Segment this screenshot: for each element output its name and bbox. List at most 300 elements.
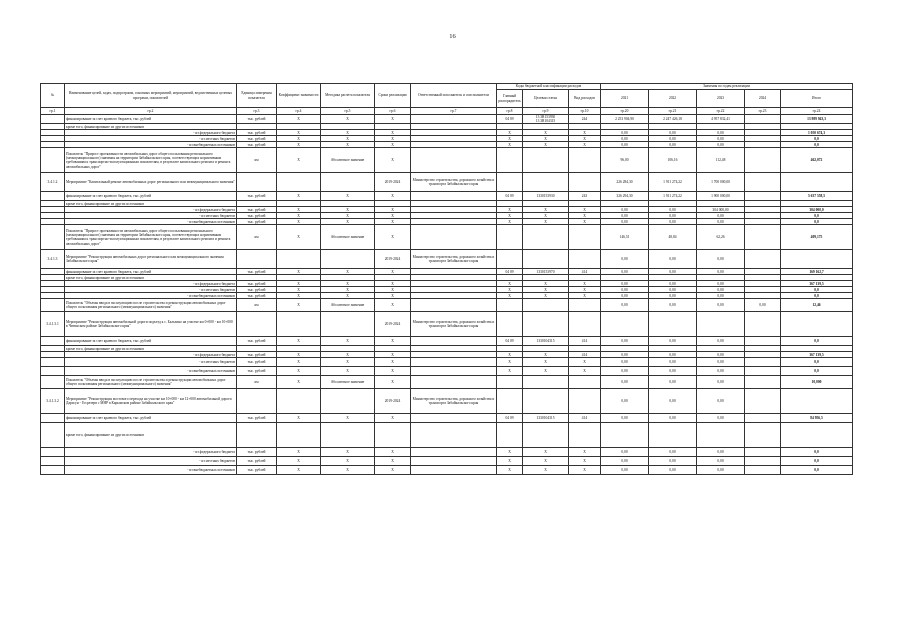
table-cell [745, 389, 781, 414]
table-cell: кроме того, финансирование из других источников [65, 201, 237, 207]
table-cell: 0,00 [649, 281, 697, 287]
table-cell [237, 250, 277, 269]
table-cell [497, 312, 523, 337]
table-cell: финансирование за счет краевого бюджета, тыс. рублей [65, 115, 237, 124]
table-cell: Х [277, 358, 321, 367]
table-cell [697, 423, 745, 448]
table-cell: Х [523, 293, 569, 299]
table-cell: Х [523, 130, 569, 136]
table-cell: 13 3R153930 13 3R104315 [523, 115, 569, 124]
table-row [41, 466, 853, 475]
table-cell: Х [277, 219, 321, 225]
table-cell [745, 148, 781, 173]
table-cell: 367 139,5 [781, 281, 853, 287]
table-cell [781, 423, 853, 448]
table-cell: Абсолютное значение [321, 376, 375, 389]
table-cell: Х [321, 142, 375, 148]
table-cell: 0,00 [601, 466, 649, 475]
table-cell: Показатель "Прирост протяженности автомобильных дорог общего пользования регионального (межмуниципального) значения на территории Забайкальского края, соответствующих нормативным требованиям к транспортно-эксплуатационным показателям, в результате капитального ремонта и ремонта автомобильных дорог" [65, 148, 237, 173]
table-cell: 0,00 [649, 142, 697, 148]
table-cell [321, 312, 375, 337]
table-cell: 0,00 [697, 457, 745, 466]
table-cell [569, 376, 601, 389]
table-cell [781, 389, 853, 414]
table-cell: 414 [569, 414, 601, 423]
header-method: Методика расчета показателя [321, 84, 375, 108]
table-cell: - из внебюджетных источников [65, 293, 237, 299]
table-cell: кроме того, финансирование из других источников [65, 124, 237, 130]
table-row [41, 367, 853, 376]
table-cell: 0,00 [649, 293, 697, 299]
table-cell [411, 367, 497, 376]
table-cell: Х [375, 225, 411, 250]
table-cell: тыс. рублей [237, 352, 277, 358]
table-cell [41, 299, 65, 312]
table-cell: Х [277, 207, 321, 213]
table-cell: Х [523, 367, 569, 376]
table-cell: Х [277, 457, 321, 466]
table-cell: 04 09 [497, 414, 523, 423]
table-cell [497, 389, 523, 414]
header-unit: Единица измерения показателя [237, 84, 277, 108]
header-values: Значения по годам реализации [601, 84, 853, 90]
table-cell: 2019-2024 [375, 312, 411, 337]
table-cell: Х [277, 448, 321, 457]
table-cell: 2 247 426,18 [649, 115, 697, 124]
table-cell: 5 637 558,5 [781, 192, 853, 201]
table-cell: 106,16 [649, 148, 697, 173]
header-kbk-gr: Главный распорядитель [497, 90, 523, 108]
table-cell [523, 389, 569, 414]
table-cell [523, 376, 569, 389]
table-cell: 1330153930 [523, 192, 569, 201]
header-year-2024: 2024 [745, 90, 781, 108]
table-cell: 0,00 [601, 207, 649, 213]
table-cell [411, 299, 497, 312]
table-cell: 3.4.1.3.1 [41, 312, 65, 337]
table-cell: 0,0 [781, 293, 853, 299]
table-cell: Х [375, 213, 411, 219]
table-cell: 62,26 [697, 225, 745, 250]
table-cell: 462,072 [781, 148, 853, 173]
table-cell: Х [321, 281, 375, 287]
table-header [41, 84, 853, 115]
table-cell: 414 [569, 269, 601, 275]
table-cell: Х [375, 219, 411, 225]
table-cell [41, 376, 65, 389]
table-cell: Х [321, 136, 375, 142]
table-cell: 1 900 000,00 [697, 192, 745, 201]
table-cell: 0,00 [697, 293, 745, 299]
table-cell: 3.4.1.3 [41, 250, 65, 269]
table-cell [277, 389, 321, 414]
table-cell [41, 448, 65, 457]
table-cell: Х [277, 352, 321, 358]
table-cell [523, 423, 569, 448]
table-cell: Х [375, 192, 411, 201]
table-cell: Х [321, 219, 375, 225]
table-cell: Х [497, 287, 523, 293]
table-cell: 0,00 [649, 250, 697, 269]
column-number-11: гр.20 [601, 108, 649, 115]
table-cell: 0,00 [601, 448, 649, 457]
table-cell: 169 162,7 [781, 269, 853, 275]
table-cell: 2019-2024 [375, 389, 411, 414]
table-cell: тыс. рублей [237, 130, 277, 136]
table-cell: тыс. рублей [237, 367, 277, 376]
table-cell: Х [375, 358, 411, 367]
table-cell: 0,00 [649, 130, 697, 136]
table-cell [745, 367, 781, 376]
table-cell: Х [321, 130, 375, 136]
table-cell: - из внебюджетных источников [65, 142, 237, 148]
table-cell [497, 173, 523, 192]
program-table [40, 83, 853, 475]
table-row [41, 423, 853, 448]
table-cell [321, 389, 375, 414]
table-cell: 04 09 [497, 192, 523, 201]
table-cell [41, 466, 65, 475]
table-cell: Х [375, 414, 411, 423]
table-cell [411, 423, 497, 448]
table-cell: Х [497, 466, 523, 475]
table-cell: кроме того, финансирование из других источников [65, 346, 237, 352]
table-cell: км [237, 225, 277, 250]
table-cell: 0,00 [601, 269, 649, 275]
table-cell: 1 050 674,3 [781, 130, 853, 136]
table-cell: 244 [569, 115, 601, 124]
table-cell [497, 423, 523, 448]
column-number-8: гр.8 [497, 108, 523, 115]
table-cell: 326 294,30 [601, 192, 649, 201]
table-cell [41, 358, 65, 367]
table-cell [411, 225, 497, 250]
table-cell: 10,000 [781, 376, 853, 389]
table-cell: Х [497, 352, 523, 358]
column-number-10: гр.10 [569, 108, 601, 115]
column-number-7: гр.7 [411, 108, 497, 115]
table-cell [745, 337, 781, 346]
table-cell: 0,0 [781, 367, 853, 376]
table-cell: Х [569, 293, 601, 299]
table-cell: Х [277, 136, 321, 142]
table-cell [781, 312, 853, 337]
table-cell: 0,0 [781, 142, 853, 148]
table-cell: тыс. рублей [237, 207, 277, 213]
table-cell [649, 423, 697, 448]
table-cell [41, 148, 65, 173]
table-cell: - из федерального бюджета [65, 130, 237, 136]
table-cell: 0,00 [697, 287, 745, 293]
table-cell: Х [321, 448, 375, 457]
table-cell: Х [375, 466, 411, 475]
header-year-2021: 2021 [601, 90, 649, 108]
table-cell: км [237, 148, 277, 173]
header-coef: Коэффициент значимости [277, 84, 321, 108]
table-cell: 226 284,30 [601, 173, 649, 192]
column-number-1: гр.1 [41, 108, 65, 115]
table-cell: Х [277, 337, 321, 346]
table-cell: 2 253 904,90 [601, 115, 649, 124]
table-cell: км [237, 376, 277, 389]
column-number-6: гр.6 [375, 108, 411, 115]
table-cell: тыс. рублей [237, 414, 277, 423]
table-cell [745, 192, 781, 201]
table-cell: Х [375, 148, 411, 173]
table-cell: 0,00 [697, 269, 745, 275]
table-cell: Х [569, 213, 601, 219]
table-cell [523, 225, 569, 250]
table-cell [601, 423, 649, 448]
column-number-14: гр.23 [745, 108, 781, 115]
table-cell: Х [523, 457, 569, 466]
table-cell: 0,0 [781, 448, 853, 457]
table-cell: 0,00 [649, 136, 697, 142]
table-cell: - из внебюджетных источников [65, 219, 237, 225]
table-cell [237, 389, 277, 414]
table-cell: Х [497, 136, 523, 142]
table-cell: Х [277, 213, 321, 219]
table-cell: 2019-2024 [375, 250, 411, 269]
table-cell: Х [277, 466, 321, 475]
table-cell: - из федерального бюджета [65, 281, 237, 287]
table-cell: Х [321, 287, 375, 293]
table-cell: 0,00 [601, 367, 649, 376]
table-cell: Х [569, 358, 601, 367]
table-cell: 0,00 [697, 136, 745, 142]
table-cell: 0,00 [697, 281, 745, 287]
table-cell: Х [321, 414, 375, 423]
table-cell: Х [321, 213, 375, 219]
table-cell: 112,48 [697, 148, 745, 173]
table-cell: 0,00 [649, 213, 697, 219]
table-cell [277, 312, 321, 337]
table-cell: 0,0 [781, 457, 853, 466]
table-cell: Х [277, 225, 321, 250]
table-cell: Х [375, 367, 411, 376]
table-cell: Х [569, 448, 601, 457]
table-cell [497, 376, 523, 389]
table-cell: 12,46 [781, 299, 853, 312]
table-cell: Х [523, 136, 569, 142]
table-cell [237, 173, 277, 192]
table-cell: 1 911 274,22 [649, 192, 697, 201]
table-cell: Х [321, 457, 375, 466]
table-cell: Х [321, 115, 375, 124]
table-cell: тыс. рублей [237, 457, 277, 466]
table-cell [411, 457, 497, 466]
table-cell: 0,00 [697, 376, 745, 389]
table-cell: Х [569, 130, 601, 136]
table-cell [569, 225, 601, 250]
table-cell [411, 115, 497, 124]
table-cell: Х [375, 136, 411, 142]
table-cell: Х [569, 219, 601, 225]
table-cell [523, 148, 569, 173]
column-number-15: гр.24 [781, 108, 853, 115]
table-cell: финансирование за счет краевого бюджета, тыс. рублей [65, 337, 237, 346]
table-cell: 0,00 [601, 250, 649, 269]
table-cell [41, 457, 65, 466]
table-row [41, 414, 853, 423]
table-cell: Х [523, 352, 569, 358]
table-cell: 2019-2024 [375, 173, 411, 192]
table-cell: 0,00 [649, 367, 697, 376]
table-cell: 0,00 [601, 293, 649, 299]
table-cell [237, 312, 277, 337]
table-cell: Министерство строительства, дорожного хозяйства и транспорта Забайкальского края [411, 389, 497, 414]
table-cell: Мероприятие "Реконструкция автомобильных дорог регионального или межмуниципального значения Забайкальского края" [65, 250, 237, 269]
table-cell [41, 337, 65, 346]
table-cell [745, 423, 781, 448]
table-cell: 367 139,5 [781, 352, 853, 358]
table-cell: Министерство строительства, дорожного хозяйства и транспорта Забайкальского края [411, 250, 497, 269]
column-number-4: гр.4 [277, 108, 321, 115]
table-cell: 04 09 [497, 337, 523, 346]
table-cell: Х [569, 287, 601, 293]
table-cell: тыс. рублей [237, 287, 277, 293]
table-cell: финансирование за счет краевого бюджета, тыс. рублей [65, 269, 237, 275]
table-cell: 4 957 832,41 [697, 115, 745, 124]
table-body [41, 115, 853, 475]
table-cell [523, 173, 569, 192]
table-cell: 0,00 [601, 389, 649, 414]
table-cell: Х [321, 466, 375, 475]
table-cell: Х [375, 287, 411, 293]
table-cell [497, 148, 523, 173]
table-cell: Мероприятие "Капитальный ремонт автомобильных дорог регионального или межмуниципального значения" [65, 173, 237, 192]
table-cell [523, 312, 569, 337]
table-cell [41, 414, 65, 423]
table-cell [277, 250, 321, 269]
table-cell: тыс. рублей [237, 269, 277, 275]
table-cell [649, 312, 697, 337]
table-cell [41, 423, 65, 448]
table-cell: Х [277, 148, 321, 173]
table-row [41, 312, 853, 337]
header-year-2023: 2023 [697, 90, 745, 108]
table-cell: Х [277, 130, 321, 136]
table-cell: 0,00 [649, 466, 697, 475]
table-cell: 0,0 [781, 219, 853, 225]
column-numbers-row [41, 108, 853, 115]
table-cell: Х [277, 414, 321, 423]
table-cell: 0,00 [649, 358, 697, 367]
table-row [41, 173, 853, 192]
table-cell: Х [321, 269, 375, 275]
table-row [41, 115, 853, 124]
table-cell: - из федерального бюджета [65, 207, 237, 213]
table-cell [745, 448, 781, 457]
table-cell: 0,00 [697, 358, 745, 367]
table-cell: 0,00 [649, 376, 697, 389]
table-cell: 1 700 000,00 [697, 173, 745, 192]
table-cell: тыс. рублей [237, 448, 277, 457]
table-cell [41, 192, 65, 201]
table-cell [569, 250, 601, 269]
table-cell: Х [375, 448, 411, 457]
table-cell: 0,00 [697, 213, 745, 219]
table-cell: Х [569, 457, 601, 466]
table-cell: 0,00 [601, 142, 649, 148]
header-total: Итого [781, 90, 853, 108]
table-cell [601, 312, 649, 337]
table-row [41, 148, 853, 173]
table-cell: - из местных бюджетов [65, 287, 237, 293]
table-cell: Х [277, 287, 321, 293]
table-cell: Министерство строительства, дорожного хозяйства и транспорта Забайкальского края [411, 173, 497, 192]
table-cell: Х [523, 287, 569, 293]
table-cell [237, 423, 277, 448]
table-cell [781, 250, 853, 269]
table-cell [321, 423, 375, 448]
table-cell: 0,0 [781, 466, 853, 475]
table-cell: - из федерального бюджета [65, 352, 237, 358]
table-cell: Министерство строительства, дорожного хозяйства и транспорта Забайкальского края [411, 312, 497, 337]
table-cell: 1330104315 [523, 414, 569, 423]
table-cell: тыс. рублей [237, 358, 277, 367]
table-cell: Х [321, 367, 375, 376]
table-cell: 409,175 [781, 225, 853, 250]
table-cell [411, 148, 497, 173]
table-cell: Мероприятие "Реконструкция автомобильной дороги подъезд к с. Бальзино на участке км 0+000 - км 10+000 в Читинском районе Забайкальского края" [65, 312, 237, 337]
table-cell: Абсолютное значение [321, 299, 375, 312]
table-cell: 0,00 [649, 457, 697, 466]
table-cell [411, 358, 497, 367]
table-cell: 0,00 [745, 299, 781, 312]
table-cell: тыс. рублей [237, 213, 277, 219]
table-cell: 1 911 274,22 [649, 173, 697, 192]
table-cell: 84 956,5 [781, 414, 853, 423]
table-cell [411, 466, 497, 475]
table-cell: 0,00 [649, 219, 697, 225]
header-year-2022: 2022 [649, 90, 697, 108]
table-cell: Х [375, 130, 411, 136]
table-row [41, 376, 853, 389]
table-cell [321, 173, 375, 192]
table-cell: тыс. рублей [237, 466, 277, 475]
table-cell: 0,00 [697, 414, 745, 423]
table-cell [745, 250, 781, 269]
table-cell: 304 000,0 [781, 207, 853, 213]
table-cell [569, 173, 601, 192]
table-cell: Х [523, 281, 569, 287]
table-cell: 0,00 [697, 299, 745, 312]
table-cell [745, 466, 781, 475]
table-cell: Х [523, 213, 569, 219]
table-cell [745, 312, 781, 337]
header-kbk: Коды бюджетной классификации расходов [497, 84, 601, 90]
table-row [41, 448, 853, 457]
table-row [41, 358, 853, 367]
table-cell: 04 09 [497, 269, 523, 275]
table-cell: тыс. рублей [237, 115, 277, 124]
table-cell [411, 337, 497, 346]
table-cell: 0,0 [781, 337, 853, 346]
table-cell: Показатель "Объемы ввода в эксплуатацию после строительства и реконструкции автомобильных дорог общего пользования регионального (межмуниципального) значения" [65, 299, 237, 312]
table-cell: Х [497, 358, 523, 367]
table-cell: Х [497, 213, 523, 219]
table-cell: Х [277, 376, 321, 389]
table-cell: 0,00 [649, 389, 697, 414]
table-cell: 1330153970 [523, 269, 569, 275]
table-cell: 414 [569, 337, 601, 346]
table-cell: 0,00 [649, 299, 697, 312]
table-cell: 0,00 [601, 358, 649, 367]
table-cell: 0,00 [649, 337, 697, 346]
table-cell: 0,00 [601, 299, 649, 312]
table-cell: Х [321, 293, 375, 299]
